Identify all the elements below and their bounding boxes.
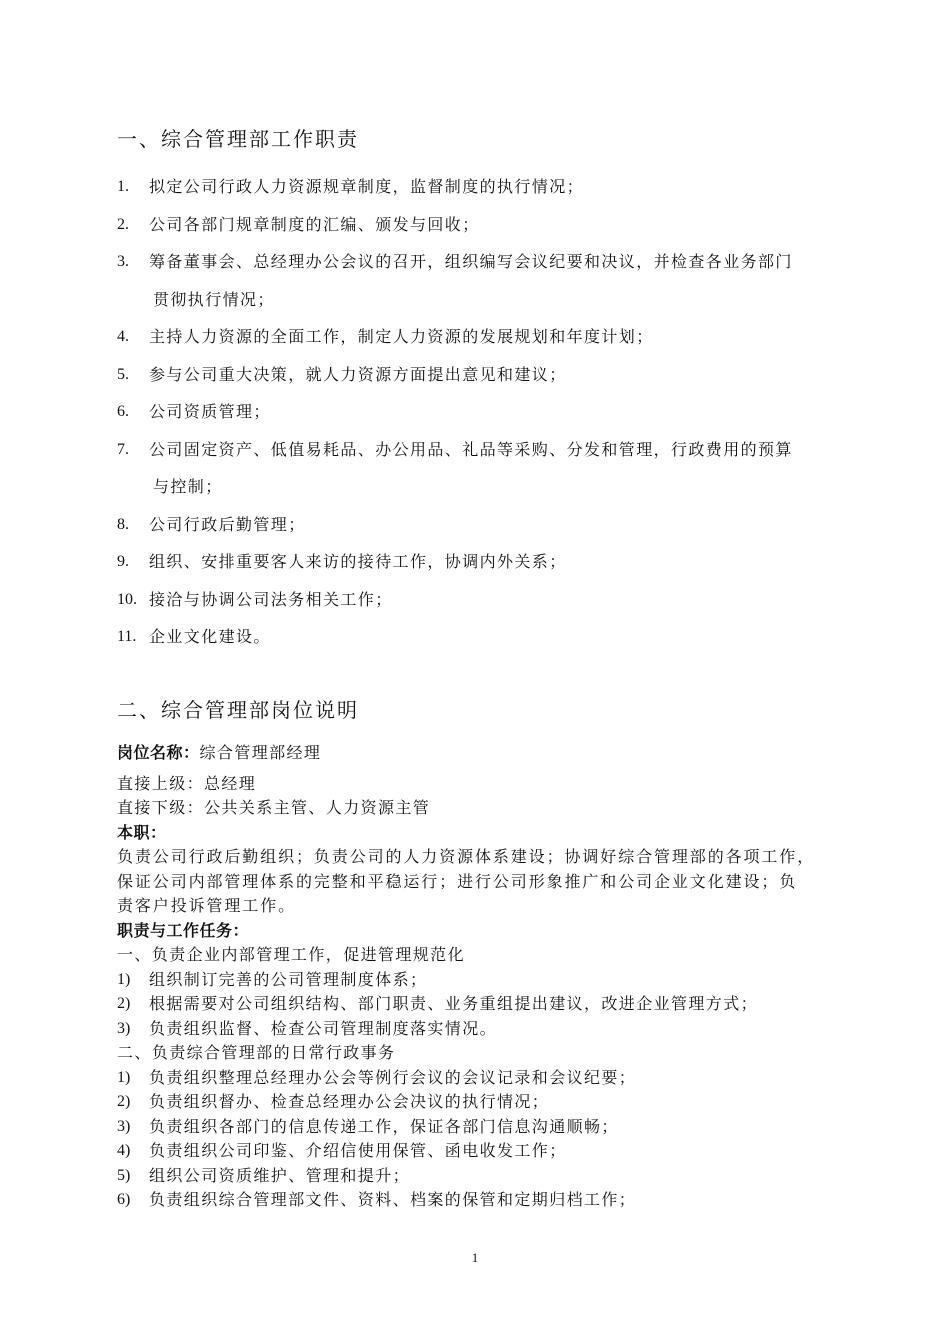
duty-number: 4. xyxy=(117,328,129,345)
duty-item xyxy=(117,543,857,581)
list-item-number: 3) xyxy=(117,1019,131,1037)
list-item xyxy=(117,1090,852,1115)
list-item-text: 负责组织公司印鉴、介绍信使用保管、函电收发工作； xyxy=(149,1141,567,1160)
duty-item xyxy=(117,318,857,356)
list-item xyxy=(117,1066,852,1091)
duty-text-continuation: 与控制； xyxy=(153,477,223,496)
duty-text-block xyxy=(149,431,857,506)
duty-item xyxy=(117,243,857,318)
role-line: 负责公司行政后勤组织；负责公司的人力资源体系建设；协调好综合管理部的各项工作， xyxy=(117,847,816,866)
duties-label: 职责与工作任务： xyxy=(117,920,250,940)
list-item xyxy=(117,1188,852,1213)
role-line: 保证公司内部管理体系的完整和平稳运行；进行公司形象推广和公司企业文化建设；负 xyxy=(117,871,798,891)
duty-item xyxy=(117,581,857,619)
duty-item xyxy=(117,431,857,506)
list-item xyxy=(117,1139,852,1164)
list-item xyxy=(117,992,852,1017)
duty-number: 8. xyxy=(117,515,129,533)
position-description xyxy=(117,741,852,1213)
page-number: 1 xyxy=(471,1250,479,1265)
group-1-title: 一、负责企业内部管理工作，促进管理规范化 xyxy=(117,945,466,964)
duty-item xyxy=(117,168,857,206)
group-2-title: 二、负责综合管理部的日常行政事务 xyxy=(117,1043,396,1062)
list-item-number: 5) xyxy=(117,1166,131,1184)
list-item-text: 组织制订完善的公司管理制度体系； xyxy=(149,969,428,989)
section-1-duty-list xyxy=(117,168,857,656)
duty-text-continuation: 贯彻执行情况； xyxy=(153,289,275,309)
duty-number: 9. xyxy=(117,553,129,570)
list-item-text: 负责组织各部门的信息传递工作，保证各部门信息沟通顺畅； xyxy=(149,1116,619,1136)
duty-number: 7. xyxy=(117,440,129,458)
duty-text: 组织、安排重要客人来访的接待工作，协调内外关系； xyxy=(149,552,567,571)
duty-text: 参与公司重大决策，就人力资源方面提出意见和建议； xyxy=(149,364,567,384)
duty-item xyxy=(117,618,857,656)
duty-item xyxy=(117,356,857,394)
list-item-text: 负责组织监督、检查公司管理制度落实情况。 xyxy=(149,1018,498,1038)
section-2-title: 二、综合管理部岗位说明 xyxy=(117,698,359,722)
duty-text: 接洽与协调公司法务相关工作； xyxy=(149,589,393,609)
list-item-text: 负责组织综合管理部文件、资料、档案的保管和定期归档工作； xyxy=(149,1190,637,1209)
duty-text: 拟定公司行政人力资源规章制度，监督制度的执行情况； xyxy=(149,177,585,196)
list-item-number: 2) xyxy=(117,995,131,1012)
list-item xyxy=(117,1164,852,1189)
list-item-number: 2) xyxy=(117,1093,131,1110)
duty-text: 主持人力资源的全面工作，制定人力资源的发展规划和年度计划； xyxy=(149,327,654,346)
list-item xyxy=(117,1017,852,1042)
duty-number: 10. xyxy=(117,590,137,608)
duty-item xyxy=(117,206,857,244)
role-label: 本职： xyxy=(117,822,167,842)
duty-number: 11. xyxy=(117,628,137,645)
duty-number: 1. xyxy=(117,178,129,195)
list-item-number: 1) xyxy=(117,970,131,988)
direct-superior: 直接上级：总经理 xyxy=(117,773,257,793)
list-item xyxy=(117,968,852,993)
duty-number: 2. xyxy=(117,215,129,233)
duty-text: 公司固定资产、低值易耗品、办公用品、礼品等采购、分发和管理，行政费用的预算 xyxy=(149,439,793,459)
position-name-label: 岗位名称： xyxy=(117,743,200,762)
duty-number: 3. xyxy=(117,253,129,270)
duty-number: 6. xyxy=(117,403,129,420)
list-item-text: 根据需要对公司组织结构、部门职责、业务重组提出建议，改进企业管理方式； xyxy=(149,994,759,1013)
duty-text: 筹备董事会、总经理办公会议的召开，组织编写会议纪要和决议，并检查各业务部门 xyxy=(149,252,793,271)
list-item-text: 负责组织整理总经理办公会等例行会议的会议记录和会议纪要； xyxy=(149,1067,637,1087)
section-1-title: 一、综合管理部工作职责 xyxy=(117,127,359,151)
list-item-text: 负责组织督办、检查总经理办公会决议的执行情况； xyxy=(149,1092,550,1111)
duty-text: 公司资质管理； xyxy=(149,402,271,421)
duty-item xyxy=(117,506,857,544)
list-item-text: 组织公司资质维护、管理和提升； xyxy=(149,1165,411,1185)
position-name-value: 综合管理部经理 xyxy=(199,743,322,762)
duty-item xyxy=(117,393,857,431)
list-item-number: 4) xyxy=(117,1142,131,1159)
direct-subordinate: 直接下级：公共关系主管、人力资源主管 xyxy=(117,798,431,817)
list-item-number: 6) xyxy=(117,1191,131,1208)
duty-number: 5. xyxy=(117,365,129,383)
duty-text: 企业文化建设。 xyxy=(149,627,271,646)
duty-text: 公司各部门规章制度的汇编、颁发与回收； xyxy=(149,214,480,234)
list-item-number: 1) xyxy=(117,1068,131,1086)
list-item xyxy=(117,1115,852,1140)
duty-text-block xyxy=(149,243,857,318)
position-name-line xyxy=(117,741,852,766)
duty-text: 公司行政后勤管理； xyxy=(149,514,306,534)
list-item-number: 3) xyxy=(117,1117,131,1135)
role-line: 责客户投诉管理工作。 xyxy=(117,896,297,915)
